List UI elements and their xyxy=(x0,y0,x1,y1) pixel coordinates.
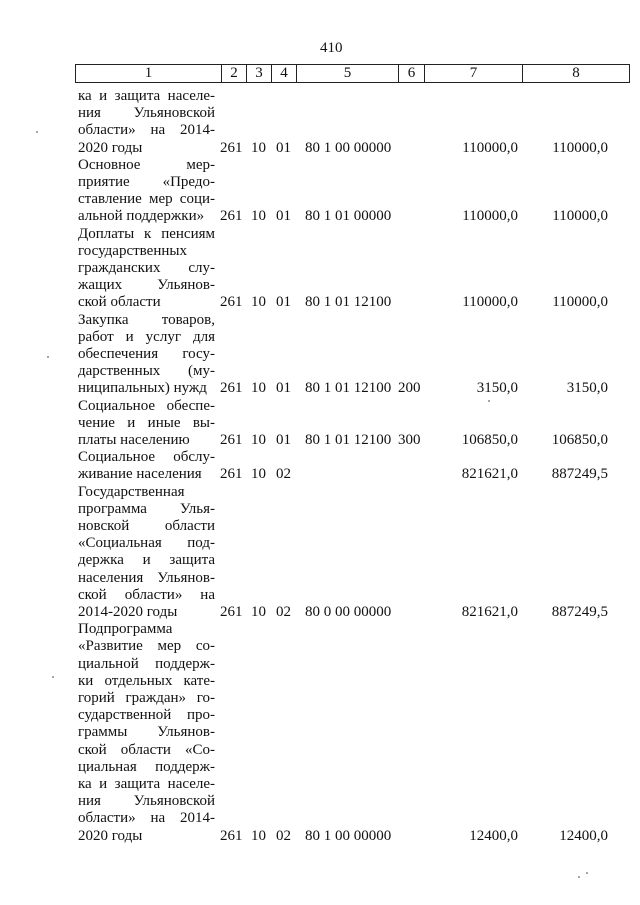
cell-c8: 110000,0 xyxy=(552,294,608,311)
description-line: живание населения xyxy=(78,466,202,483)
cell-c8: 110000,0 xyxy=(552,139,608,156)
cell-c2: 261 xyxy=(220,294,243,311)
cell-c5: 80 1 01 12100 xyxy=(305,380,392,397)
cell-c3: 10 xyxy=(251,827,266,844)
header-col-5: 5 xyxy=(297,65,399,82)
cell-c2: 261 xyxy=(220,827,243,844)
scan-speck xyxy=(47,356,49,358)
cell-c5: 80 0 00 00000 xyxy=(305,603,392,620)
cell-c5: 80 1 01 00000 xyxy=(305,208,392,225)
cell-c7: 3150,0 xyxy=(476,380,518,397)
row-description xyxy=(78,88,215,157)
description-line: ставление мер соци- xyxy=(78,191,215,208)
description-line: населения Ульянов- xyxy=(78,569,215,586)
description-line: Основное мер- xyxy=(78,156,215,173)
cell-c8: 887249,5 xyxy=(551,603,608,620)
description-line: платы населению xyxy=(78,432,190,448)
cell-c2: 261 xyxy=(220,208,243,225)
description-line: 2020 годы xyxy=(78,827,143,844)
description-line: граммы Ульянов- xyxy=(78,724,215,741)
table-header xyxy=(75,64,630,83)
row-description xyxy=(78,226,215,312)
header-col-8: 8 xyxy=(572,65,580,81)
description-line: области» на 2014- xyxy=(78,810,215,827)
scan-speck xyxy=(36,131,38,133)
header-col-1: 1 xyxy=(76,65,222,82)
description-line: Социальное обеспе- xyxy=(78,397,215,414)
cell-c3: 10 xyxy=(251,431,266,448)
cell-c4: 02 xyxy=(276,827,291,844)
description-line: области» на 2014- xyxy=(78,122,215,139)
description-line: циальной поддерж- xyxy=(78,655,215,672)
cell-c8: 106850,0 xyxy=(551,431,608,448)
description-line: ки отдельных кате- xyxy=(78,672,215,689)
description-line: программа Улья- xyxy=(78,500,215,517)
cell-c6: 200 xyxy=(398,380,421,397)
description-line: ния Ульяновской xyxy=(78,105,215,122)
scan-speck xyxy=(578,876,580,878)
description-line: Доплаты к пенсиям xyxy=(78,225,215,242)
cell-c5: 80 1 00 00000 xyxy=(305,827,392,844)
description-line: приятие «Предо- xyxy=(78,174,215,190)
description-line: 2014-2020 годы xyxy=(78,604,178,621)
cell-c4: 02 xyxy=(276,466,291,483)
cell-c3: 10 xyxy=(251,466,266,483)
cell-c8: 3150,0 xyxy=(566,380,608,397)
description-line: Закупка товаров, xyxy=(78,311,215,328)
description-line: ской области» на xyxy=(78,586,215,603)
description-line: государственных xyxy=(78,242,187,259)
cell-c2: 261 xyxy=(220,603,243,620)
cell-c7: 110000,0 xyxy=(462,208,518,225)
cell-c5: 80 1 01 12100 xyxy=(305,431,392,448)
description-line: горий граждан» го- xyxy=(78,690,215,706)
cell-c3: 10 xyxy=(251,208,266,225)
cell-c2: 261 xyxy=(220,380,243,397)
description-line: Подпрограмма xyxy=(78,621,173,638)
cell-c7: 821621,0 xyxy=(461,466,518,483)
cell-c4: 01 xyxy=(276,294,291,311)
row-description xyxy=(78,312,215,398)
description-line: альной поддержки» xyxy=(78,208,205,225)
description-line: Государственная xyxy=(78,483,185,500)
description-line: ка и защита населе- xyxy=(78,88,215,104)
description-line: «Социальная под- xyxy=(78,535,215,552)
page-number: 410 xyxy=(320,40,343,56)
cell-c4: 01 xyxy=(276,208,291,225)
cell-c2: 261 xyxy=(220,431,243,448)
description-line: жащих Ульянов- xyxy=(78,277,215,294)
cell-c3: 10 xyxy=(251,603,266,620)
scan-speck xyxy=(52,676,54,678)
description-line: гражданских слу- xyxy=(78,260,215,276)
cell-c5: 80 1 00 00000 xyxy=(305,139,392,156)
description-line: 2020 годы xyxy=(78,139,143,156)
cell-c4: 02 xyxy=(276,603,291,620)
cell-c2: 261 xyxy=(220,139,243,156)
header-col-6: 6 xyxy=(399,65,425,82)
scan-speck xyxy=(488,400,490,402)
cell-c3: 10 xyxy=(251,294,266,311)
cell-c4: 01 xyxy=(276,431,291,448)
description-line: дарственных (му- xyxy=(78,363,215,380)
row-description xyxy=(78,484,215,622)
description-line: новской области xyxy=(78,518,215,534)
description-line: ниципальных) нужд xyxy=(78,380,207,397)
description-line: работ и услуг для xyxy=(78,328,215,345)
header-col-3: 3 xyxy=(247,65,272,82)
cell-c8: 12400,0 xyxy=(559,827,608,844)
cell-c5: 80 1 01 12100 xyxy=(305,294,392,311)
row-description xyxy=(78,449,215,483)
cell-c4: 01 xyxy=(276,139,291,156)
cell-c7: 106850,0 xyxy=(461,431,518,448)
cell-c8: 887249,5 xyxy=(551,466,608,483)
scan-speck xyxy=(586,872,588,874)
header-col-2: 2 xyxy=(222,65,247,82)
row-description xyxy=(78,157,215,226)
description-line: ской области xyxy=(78,294,161,311)
description-line: «Развитие мер со- xyxy=(78,638,215,655)
cell-c4: 01 xyxy=(276,380,291,397)
description-line: сударственной про- xyxy=(78,707,215,724)
cell-c7: 110000,0 xyxy=(462,294,518,311)
description-line: обеспечения госу- xyxy=(78,346,215,362)
cell-c7: 12400,0 xyxy=(469,827,518,844)
description-line: ской области «Со- xyxy=(78,741,215,758)
row-description xyxy=(78,398,215,450)
description-line: ка и защита населе- xyxy=(78,776,215,793)
description-line: циальная поддерж- xyxy=(78,758,215,775)
cell-c2: 261 xyxy=(220,466,243,483)
description-line: держка и защита xyxy=(78,552,215,569)
cell-c3: 10 xyxy=(251,380,266,397)
cell-c7: 110000,0 xyxy=(462,139,518,156)
cell-c3: 10 xyxy=(251,139,266,156)
description-line: ния Ульяновской xyxy=(78,793,215,810)
header-col-7: 7 xyxy=(425,65,523,82)
header-col-4: 4 xyxy=(272,65,297,82)
row-description xyxy=(78,621,215,845)
description-line: чение и иные вы- xyxy=(78,414,215,431)
cell-c8: 110000,0 xyxy=(552,208,608,225)
cell-c7: 821621,0 xyxy=(461,603,518,620)
cell-c6: 300 xyxy=(398,431,421,448)
description-line: Социальное обслу- xyxy=(78,449,215,466)
